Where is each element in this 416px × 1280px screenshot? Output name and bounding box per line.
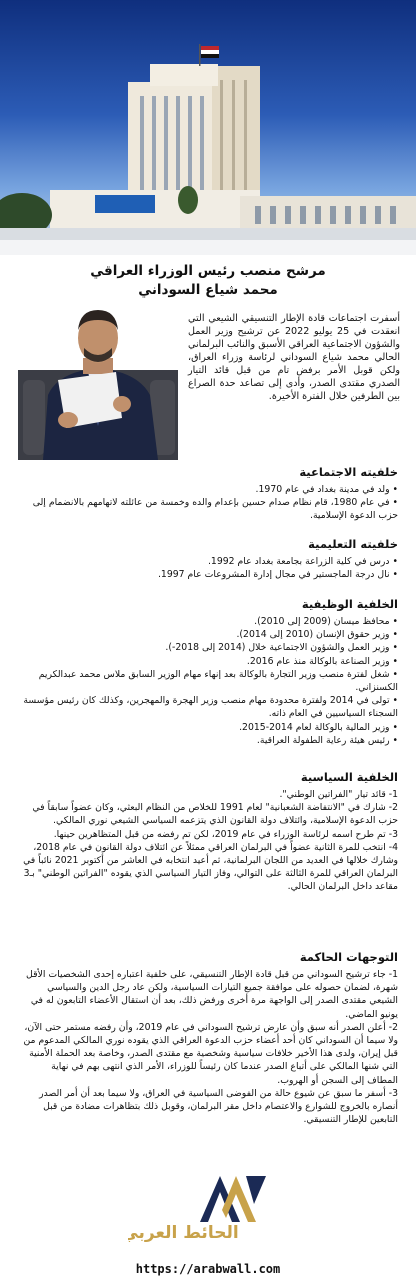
site-url[interactable]: https://arabwall.com: [135, 1262, 281, 1276]
list-item: • تولى في 2014 ولفترة محدودة مهام منصب وزير الهجرة والمهجرين، وكذلك كان رئيس مؤسسة السجناء السياسيين في العام ذاته.: [23, 695, 398, 720]
list-item: 2- شارك في "الانتفاضة الشعبانية" لعام 1991 للخلاص من النظام البعثي، وكان عضواً سابقاً في حزب الدعوة الإسلامية، وائتلاف دولة القانون الذي يتزعمه السياسي الشيعي نوري المالكي.: [32, 802, 398, 827]
title-line-1: مرشح منصب رئيس الوزراء العراقي: [90, 263, 326, 279]
intro-paragraph: أسفرت اجتماعات قادة الإطار التنسيقي الشيعي التي انعقدت في 25 يوليو 2022 عن ترشيح وزير العمل والشؤون الاجتماعية العراقي الأسبق والنائب البرلماني الحالي محمد شياع السوداني لرئاسة وزراء العراق، ولكن قوبل الأمر برفض تام من قبل قائد التيار الصدري مقتدى الصدر، وأدى إلى تصاعد حدة الصراع بين الطرفين خلال الفترة الأخيرة.: [188, 313, 401, 402]
arabwall-logo-icon: [128, 1172, 288, 1242]
list-item: • نال درجة الماجستير في مجال إدارة المشروعات عام 1997.: [157, 569, 398, 581]
list-item: • ولد في مدينة بغداد في عام 1970.: [255, 484, 398, 495]
brand-name: الحائط العربي: [128, 1223, 239, 1242]
list-item: 1- قائد تيار "الفراتين الوطني".: [279, 789, 398, 800]
list-item: • في عام 1980، قام نظام صدام حسين بإعدام والده وخمسة من عائلته لاتهامهم بالانضمام إلى حزب الدعوة الإسلامية.: [32, 497, 398, 522]
list-item: • درس في كلية الزراعة بجامعة بغداد عام 1992.: [207, 556, 398, 567]
section-career: [18, 597, 398, 747]
section-orientations: [18, 950, 398, 1126]
list-item: • وزير العمل والشؤون الاجتماعية خلال (2014 إلى 2018-).: [165, 642, 398, 654]
page-title: [0, 262, 416, 300]
list-item: • وزير المالية بالوكالة لعام 2014-2015.: [239, 721, 398, 733]
section-political: [18, 770, 398, 894]
title-line-2: محمد شياع السوداني: [138, 282, 278, 298]
section-title: الخلفية الوظيفية: [301, 597, 398, 611]
section-title: الخلفية السياسية: [300, 770, 398, 784]
list-item: • رئيس هيئة رعاية الطفولة العراقية.: [256, 734, 398, 746]
person-illustration: [18, 300, 178, 460]
hero-photo: [0, 0, 416, 255]
list-item: • محافظ ميسان (2009 إلى 2010).: [254, 616, 398, 627]
list-item: 4- انتخب للمرة الثانية عضواً في البرلمان العراقي ممثلاً عن ائتلاف دولة القانون في عام 2018، وشارك خلالها في العديد من اللجان البرلمانية، ثم أعيد انتخابه في العاشر من أكتوبر 2021 نائباً في البرلمان العراقي للمرة الثالثة على التوالي، وفاز التيار السياسي الذي يقوده "الفراتين الوطني" بـ3 مقاعد داخل البرلمان الحالي.: [23, 841, 398, 893]
section-title: التوجهات الحاكمة: [299, 950, 398, 964]
section-title: خلفيته التعليمية: [308, 537, 398, 551]
list-item: 3- أسفر ما سبق عن شيوع حالة من الفوضى السياسية في العراق، ولا سيما بعد أن أمر الصدر أنصاره بالخروج للشوارع والاعتصام داخل مقر البرلمان، وقوبل ذلك بتظاهرات مضادة من قبل التابعين للإطار التنسيقي.: [39, 1087, 398, 1126]
list-item: • وزير حقوق الإنسان (2010 إلى 2014).: [236, 629, 398, 641]
section-social: [18, 465, 398, 523]
list-item: 2- أعلن الصدر أنه سبق وأن عارض ترشيح السوداني في عام 2019، وأن رفضه مستمر حتى الآن، ولا سيما أن السوداني كان أحد أعضاء حزب الدعوة العراقي الذي يقوده نوري المالكي المدعوم من قبل إيران، ولدى هذا الأخير خلافات سياسية وشخصية مع مقتدى الصدر، وخاصة بعد الحملة الأمنية التي شنها المالكي على أتباع الصدر عندما كان رئيساً للوزراء، الأمر الذي انتهى بهم في نهاية المطاف إلى السجن أو الهروب.: [23, 1021, 398, 1086]
brand-logo: [128, 1172, 288, 1242]
list-item: • وزير الصناعة بالوكالة منذ عام 2016.: [246, 655, 398, 667]
building-illustration: [0, 0, 416, 255]
portrait-photo: [18, 300, 178, 460]
section-education: [18, 537, 398, 581]
section-title: خلفيته الاجتماعية: [299, 465, 398, 479]
list-item: 3- تم طرح اسمه لرئاسة الوزراء في عام 2019، لكن تم رفضه من قبل المتظاهرين حينها.: [53, 828, 398, 840]
list-item: • شغل لفترة منصب وزير التجارة بالوكالة بعد إنهاء مهام الوزير السابق ملاس محمد عبدالكريم الكسنزاني.: [38, 668, 398, 694]
list-item: 1- جاء ترشيح السوداني من قبل قادة الإطار التنسيقي، على خلفية اعتباره إحدى الشخصيات الأقل شهرة، لضمان حصوله على موافقة جميع التيارات السياسية، ولكن عاد رجل الدين والسياسي الشيعي مقتدى الصدر إلى الواجهة مرة أخرى ورفض ذلك، بعد أن استقال الأعضاء التابعون له في يونيو الماضي.: [26, 969, 398, 1020]
